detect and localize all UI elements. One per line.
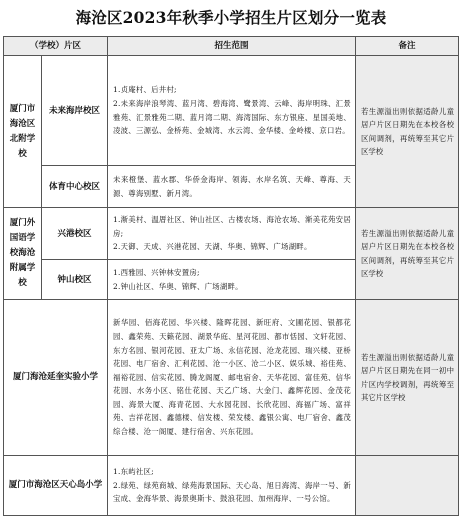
range-tianxindao xyxy=(108,456,356,516)
range-line: 1.西雅园、兴钟林安置房; xyxy=(113,267,200,277)
zoning-table xyxy=(3,36,459,516)
table-row xyxy=(4,300,459,456)
zone-weilai-haian: 未来海岸校区 xyxy=(42,56,108,166)
range-line: 1.贞庵村、后井村; xyxy=(113,85,177,95)
table-row xyxy=(4,208,459,260)
note-beifu: 若生源溢出则依据适龄儿童居户片区日期先在本校各校区间调剂，再统筹至其它片区学校 xyxy=(356,56,459,208)
table-row xyxy=(4,56,459,166)
table-row xyxy=(4,456,459,516)
range-line: 2.未来海岸浪琴湾、蓝月湾、碧海湾、鹭景湾、云峰、海岸明珠、汇景雅苑、汇景雅苑二期、蓝月湾二期、海湾国际、东方银座、星国美地、凌波、三源弘、金桥苑、金城湾、水云湾、金华楼、金岭楼、京口岩。 xyxy=(113,98,352,136)
note-waiguoyu: 若生源溢出则依据适龄儿童居户片区日期先在本校各校区间调剂，再统筹至其它片区学校 xyxy=(356,208,459,300)
range-yankui: 新华园、佰海花园、华兴楼、隆晖花园、新旺府、文圃花园、银都花园、鑫荣苑、天籁花园、湖景华庭、星河花园、都市恬园、文轩花园、东方名园、银河花园、亚太广场、永信花园、沧龙花园、瑞兴楼、亚桥花园、电厂宿舍、汇利花园、沧一小区、沧二小区、娱乐城、裕佳苑、福裕花园、信实花园、腾龙阁厦、邮电宿舍、天华花园、富佳苑、信华花园、水务小区、铭仕花园、天乙广场、大金门、鑫辉花园、金茂花园、海景大厦、海青花园、大水园花园、长欣花园、海福广场、富祥苑、吉祥花园、鑫德楼、信发楼、荣发楼、鑫银公寓、电厂宿舍、鑫茂综合楼、沧一阁厦、建行宿舍、兴东花园。 xyxy=(108,300,356,456)
range-tiyu-zhongxin xyxy=(108,166,356,208)
note-tianxindao xyxy=(356,456,459,516)
range-line: 1.东屿社区; xyxy=(113,467,154,477)
zone-zhongshan: 钟山校区 xyxy=(42,260,108,300)
zone-tiyu-zhongxin: 体育中心校区 xyxy=(42,166,108,208)
header-range: 招生范围 xyxy=(108,37,356,56)
range-zhongshan xyxy=(108,260,356,300)
zone-xinggang: 兴港校区 xyxy=(42,208,108,260)
range-weilai-haian xyxy=(108,56,356,166)
school-name-waiguoyu: 厦门外国语学校海沧附属学校 xyxy=(4,208,42,300)
note-yankui: 若生源溢出则依据适龄儿童居户片区日期先在同一初中片区内学校调剂，再统筹至其它片区学校 xyxy=(356,300,459,456)
header-note: 备注 xyxy=(356,37,459,56)
school-name-tianxindao: 厦门市海沧区天心岛小学 xyxy=(4,456,108,516)
range-xinggang xyxy=(108,208,356,260)
table-header-row xyxy=(4,37,459,56)
header-school-zone: （学校）片区 xyxy=(4,37,108,56)
school-name-yankui: 厦门海沧延奎实验小学 xyxy=(4,300,108,456)
range-line: 2.天御、天成、兴港花园、天湖、华奥、锦辉、广场湖畔。 xyxy=(113,242,312,252)
school-name-beifu: 厦门市海沧区北附学校 xyxy=(4,56,42,208)
range-line: 未来橙堡、蓝水郡、华侨金海岸、领海、水岸名筑、天峰、尊海、天源、尊海别墅、新月湾。 xyxy=(113,174,352,198)
range-line: 2.钟山社区、华奥、锦辉、广场湖畔。 xyxy=(113,281,243,291)
document-title: 海沧区2023年秋季小学招生片区划分一览表 xyxy=(75,8,387,27)
range-line: 2.绿苑、绿苑商城、绿苑海景国际、天心岛、旭日海湾、海岸一号、新宝成、金海华景、海景奥斯卡、鼓浪花园、加州海岸、一号公馆。 xyxy=(113,480,352,504)
range-line: 1.渐美村、温厝社区、钟山社区、古楼农场、海沧农场、渐美花苑安居房; xyxy=(113,215,352,238)
